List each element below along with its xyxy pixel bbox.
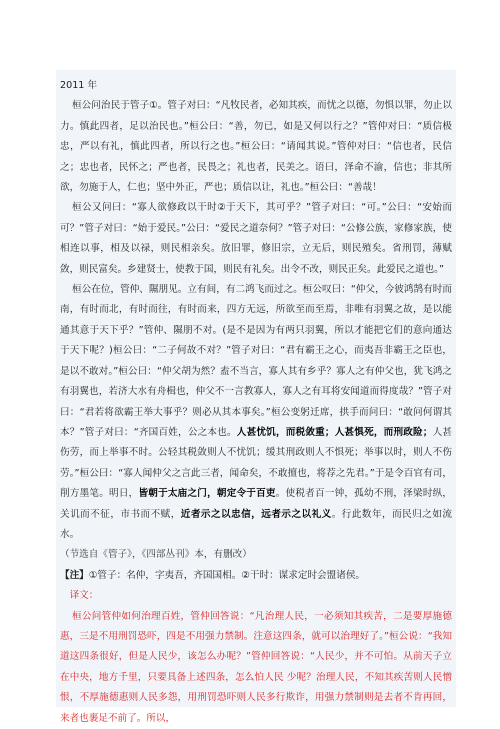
source-citation: （节选自《管子》，《四部丛刊》本，有删改）: [60, 549, 252, 561]
emphasized-sentence: 皆朝于太庙之门，朝定令于百吏: [138, 488, 276, 500]
exam-year: 2011 年: [60, 80, 98, 91]
text-run: 。行此数年，而民归之如流水。: [60, 508, 453, 540]
text-run: 人甚伤劳，而上举事不时。公轻其税敛则人不忧饥；缓其刑政则人不惧死；举事以时，则人不伤劳。”桓公曰：“寡人闻仲父之言此三者，闻命矣，不敢擅也，将荐之先君。”于是令百官有司，削方墨笔。明日，: [60, 426, 453, 500]
source-text: [60, 96, 452, 545]
text-run: 桓公又问曰：“寡人欲修政以干时②于天下，其可乎？”管子对曰：“可。”公曰：“安始而可？”管子对曰：“始于爱民。”公曰：“爱民之道奈何？”管子对曰：“公修公族，家修家族，使相连以事，相及以禄，则民相亲矣。放旧罪，修旧宗，立无后，则民殖矣。省刑罚，薄赋敛，则民富矣。乡建贤士，使教于国，则民有礼矣。出令不改，则民正矣。此爱民之道也。”: [60, 202, 452, 275]
footnote: [60, 566, 452, 586]
text-paragraph: [60, 280, 452, 545]
emphasized-sentence: 近者示之以忠信，远者示之以礼义: [180, 508, 332, 520]
footnote-text: ①管子：名仲，字夷吾，齐国国相。②干时：谋求定时会盟诸侯。: [88, 569, 366, 581]
text-run: 桓公在位，管仲、隰朋见。立有间，有二鸿飞而过之。桓公叹曰：“仲父，今彼鸿鹄有时而南，有时而北，有时而往，有时而来，四方无远，所欲至而至焉，非唯有羽翼之故，是以能通其意于天下乎？”管仲、隰朋不对。(是不是因为有两只羽翼，所以才能把它们的意向通达于天下呢？)桓公曰：“二子何故不对？”管子对曰：“君有霸王之心，而夷吾非霸王之臣也，是以不敢对。”桓公曰：“仲父胡为然？盍不当言，寡人其有乡乎？寡人之有仲父也，犹飞鸿之有羽翼也，若济大水有舟楫也，仲父不一言教寡人，寡人之有耳将安闻道而得度哉？”管子对曰：“君若将欲霸王举大事乎？则必从其本事矣。”桓公变躬迁席，拱手而问曰：“敢问何谓其本？”管子对曰：“齐国百姓，公之本也。: [60, 284, 452, 438]
emphasized-sentence: 人甚忧饥，而税敛重；人甚惧死，而刑政险；: [236, 426, 433, 438]
translation-text: [60, 607, 452, 729]
text-run: 桓公问治民于管子①。管子对曰：“凡牧民者，必知其疾，而忧之以德，勿惧以罪，勿止以力。慎此四者，足以治民也。”桓公曰：“善，勿已，如是又何以行之？”管仲对曰：“质信极忠，严以有礼，慎此四者，所以行之也。”桓公曰：“请闻其说。”管仲对曰：“信也者，民信之；忠也者，民怀之；严也者，民畏之；礼也者，民美之。语曰，泽命不渝，信也；非其所欲，勿施于人，仁也；坚中外正，严也；质信以让，礼也。”桓公曰：“善哉！: [60, 100, 452, 194]
footnote-label: 【注】: [60, 569, 89, 581]
translation-paragraph: 桓公问管仲如何治理百姓，管仲回答说：“凡治理人民，一必须知其疾苦，二是要厚施德惠，三是不用刑罚恐吓，四是不用强力禁制。注意这四条，就可以治理好了。”桓公说：“我知道这四条很好，但是人民少，该怎么办呢？”管仲回答说：“人民少，并不可怕。从前天子立在中央，地方千里，只要具备上述四条，怎么怕人民 少呢？治理人民，不知其疾苦则人民憎恨，不厚施德惠则人民多怨，用刑罚恐吓则人民多行欺诈，用强力禁制则是去者不肯再回，来者也裹足不前了。所以，: [60, 610, 452, 724]
translation-heading: 译文：: [69, 590, 99, 602]
text-paragraph: [60, 96, 452, 198]
text-paragraph: [60, 198, 452, 280]
text-run: 。使税者百一钟，孤幼不刑，泽梁时纵，关讥而不征，市书而不赋，: [60, 488, 453, 520]
text-panel: [56, 70, 456, 724]
